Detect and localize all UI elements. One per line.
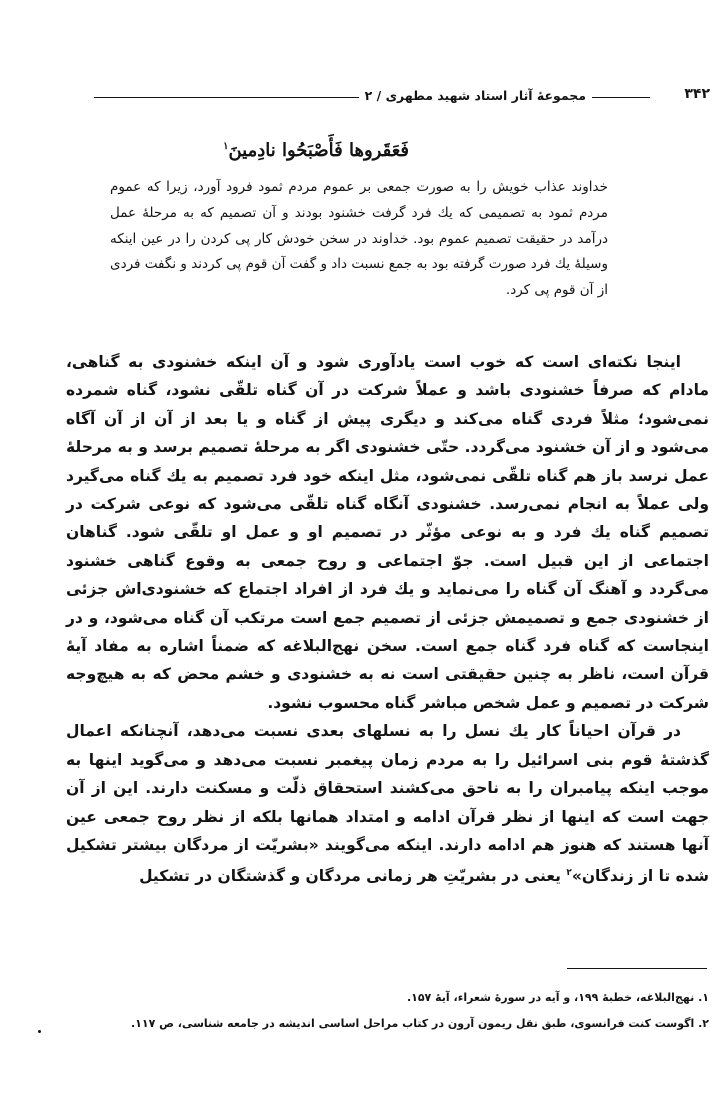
paragraph-2-tail: یعنی در بشریّتِ هر زمانی مردگان و گذشتگان در تشکیل <box>139 867 567 886</box>
verse-footnote-ref: ۱ <box>223 141 229 152</box>
page-header <box>94 86 710 110</box>
paragraph-2-footnote-ref: ۲ <box>566 868 572 879</box>
footnote-1: ۱. نهج‌البلاغه، خطبهٔ ۱۹۹، و آیه در سورهٔ شعراء، آیهٔ ۱۵۷. <box>406 991 709 1004</box>
paragraph-1: اینجا نکته‌ای است که خوب است یادآوری شود و آن اینکه خشنودی به گناهی، مادام که صرفاً خشنودی باشد و عملاً شرکت در آن گناه تلقّی نشود، گناه شمرده نمی‌شود؛ مثلاً فردی گناه می‌کند و دیگری پیش از گناه و یا بعد از آن از آن آگاه می‌شود و از آن خشنود می‌گردد. حتّی خشنودی اگر به مرحلهٔ تصمیم برسد و به مرحلهٔ عمل نرسد باز هم گناه تلقّی نمی‌شود، مثل اینکه خود فرد تصمیم به یك گناه می‌گیرد ولی عملاً به انجام نمی‌رسد. خشنودی آنگاه گناه تلقّی می‌شود که نوعی شرکت در تصمیم گناه یك فرد و به نوعی مؤثّر در تصمیم او و عمل او تلقّی شود. گناهان اجتماعی از این قبیل است. جوّ اجتماعی و روح جمعی به وقوع گناهی خشنود می‌گردد و آهنگ آن گناه را می‌نماید و یك فرد از افراد اجتماع که خشنودی‌اش جزئی از خشنودی جمع و تصمیمش جزئی از تصمیم جمع است مرتکب آن گناه می‌شود، و در اینجاست که گناه فرد گناه جمع است. سخن نهج‌البلاغه که ضمناً اشاره به مفاد آیهٔ قرآن است، ناظر به چنین حقیقتی است نه به خشنودی و خشم محض که به هیچ‌وجه شرکت در تصمیم و عمل شخص مباشر گناه محسوب نشود. <box>66 353 709 712</box>
footnotes <box>80 985 709 1037</box>
paragraph-2-text: در قرآن احیاناً کار یك نسل را به نسلهای بعدی نسبت می‌دهد، آنچنانکه اعمال گذشتهٔ قوم بنی اسرائیل را به مردم زمان پیغمبر نسبت می‌دهد و می‌گوید اینها به موجب اینکه پیامبران را به ناحق می‌کشند استحقاق ذلّت و مسکنت دارند. این از آن جهت است که اینها از نظر قرآن ادامه و امتداد همانها بلکه از نظر روح جمعی عین آنها هستند که هنوز هم ادامه دارند. اینکه می‌گویند «بشریّت از مردگان بیشتر تشکیل شده تا از زندگان» <box>66 722 709 886</box>
running-title: مجموعهٔ آثار استاد شهید مطهری / ۲ <box>364 88 586 103</box>
footnote-2: ۲. اگوست کنت فرانسوی، طبق نقل ریمون آرون در کتاب مراحل اساسی اندیشه در جامعه شناسی، ص ۱۱۷. <box>130 1017 709 1030</box>
paragraph-2 <box>66 717 709 891</box>
footnote-divider <box>567 968 707 969</box>
page-number: ۳۴۲ <box>684 86 710 102</box>
header-rule-right <box>592 97 650 98</box>
margin-dot <box>38 1030 41 1033</box>
main-text <box>66 348 709 891</box>
verse-text: فَعَقَروها فَأَصْبَحُوا نادِمینَ <box>228 140 409 161</box>
verse-commentary: خداوند عذاب خویش را به صورت جمعی بر عموم مردم ثمود فرود آورد، زیرا که عموم مردم ثمود به تصمیمی که یك فرد گرفت خشنود بودند و آن تصمیم که به مرحلهٔ عمل درآمد در حقیقت تصمیم عموم بود. خداوند در سخن خودش کار پی کردن را در عین اینکه وسیلهٔ یك فرد صورت گرفته بود به جمع نسبت داد و گفت آن قوم پی کردند و نگفت فردی از آن قوم پی کرد. <box>110 179 608 299</box>
header-rule-left <box>94 97 359 98</box>
quran-verse <box>223 140 409 161</box>
